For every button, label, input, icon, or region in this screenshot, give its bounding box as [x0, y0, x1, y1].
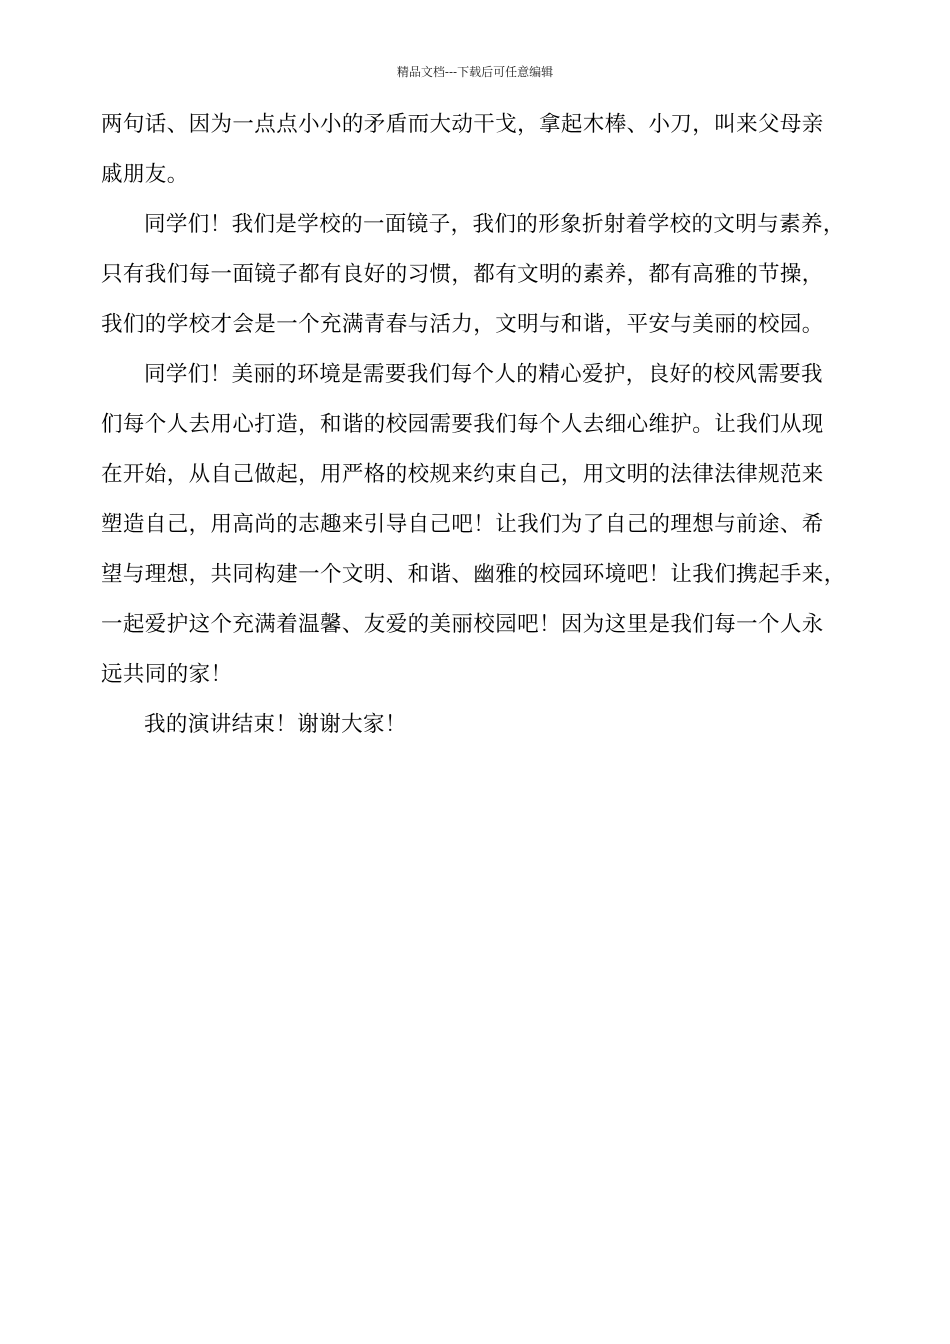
text-line: 戚朋友。: [101, 162, 189, 187]
paragraph: [101, 100, 841, 200]
paragraph: [101, 700, 841, 750]
text-line: 一起爱护这个充满着温馨、友爱的美丽校园吧！因为这里是我们每一个人永: [101, 612, 824, 637]
text-line: 望与理想，共同构建一个文明、和谐、幽雅的校园环境吧！让我们携起手来，: [101, 562, 846, 587]
text-line: 只有我们每一面镜子都有良好的习惯，都有文明的素养，都有高雅的节操，: [101, 262, 824, 287]
text-line: 我们的学校才会是一个充满青春与活力，文明与和谐，平安与美丽的校园。: [101, 312, 824, 337]
text-line: 塑造自己，用高尚的志趣来引导自己吧！让我们为了自己的理想与前途、希: [101, 512, 824, 537]
text-line: 同学们！美丽的环境是需要我们每个人的精心爱护，良好的校风需要我: [144, 362, 823, 387]
paragraph: [101, 200, 845, 350]
text-line: 我的演讲结束！谢谢大家！: [144, 712, 407, 737]
paragraph: [101, 350, 846, 700]
text-line: 远共同的家！: [101, 662, 233, 687]
text-line: 在开始，从自己做起，用严格的校规来约束自己，用文明的法律法律规范来: [101, 462, 824, 487]
text-line: 们每个人去用心打造，和谐的校园需要我们每个人去细心维护。让我们从现: [101, 412, 824, 437]
page-header: 精品文档---下载后可任意编辑: [396, 65, 554, 79]
text-line: 两句话、因为一点点小小的矛盾而大动干戈，拿起木棒、小刀，叫来父母亲: [101, 112, 824, 137]
document-body: [101, 100, 846, 750]
text-line: 同学们！我们是学校的一面镜子，我们的形象折射着学校的文明与素养，: [144, 212, 845, 237]
